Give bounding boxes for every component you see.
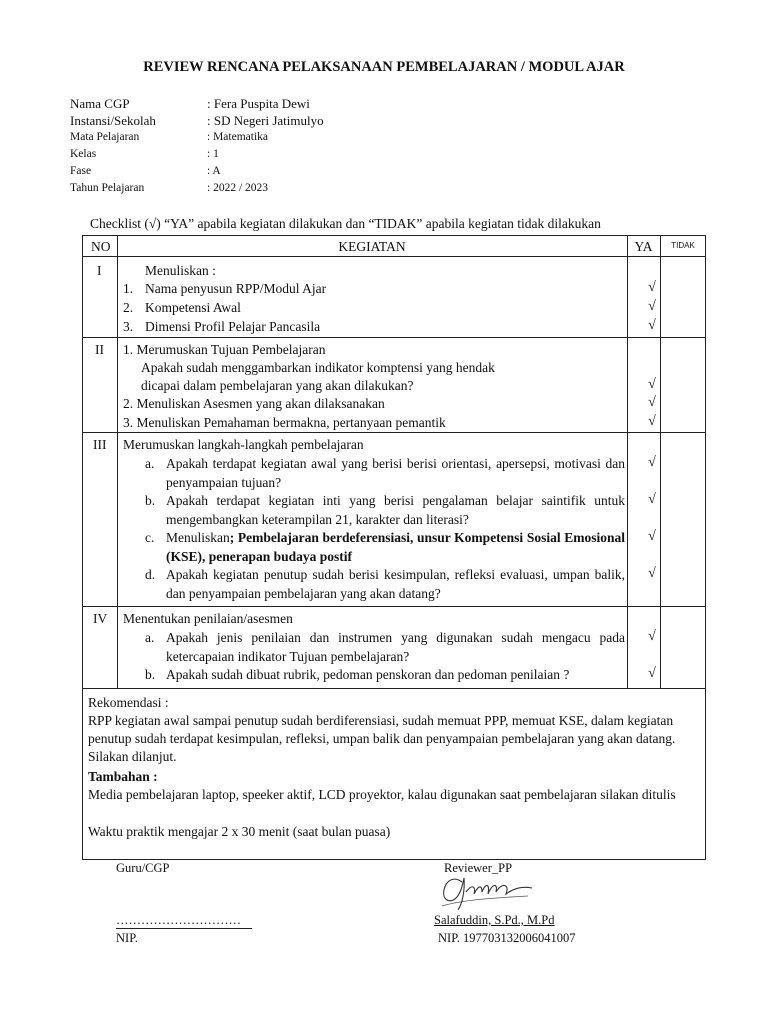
check-mark: √ xyxy=(648,280,656,295)
addition-label: Tambahan : xyxy=(88,769,158,784)
info-label: Instansi/Sekolah xyxy=(70,113,156,128)
info-value: : A xyxy=(207,165,221,177)
item-text: Nama penyusun RPP/Modul Ajar xyxy=(145,281,327,296)
item-text: Kompetensi Awal xyxy=(145,300,241,315)
item-marker: 3. xyxy=(123,319,134,334)
item-text: Apakah terdapat kegiatan inti yang berisi pengalaman belajar saintifik untuk mengembangkan keterampilan 21, karakter dan literasi? xyxy=(166,493,625,527)
info-value: : 2022 / 2023 xyxy=(207,182,269,194)
header-kegiatan: KEGIATAN xyxy=(338,239,406,254)
row-divider xyxy=(83,337,705,338)
item-text: Apakah sudah dibuat rubrik, pedoman penskoran dan pedoman penilaian ? xyxy=(166,667,570,682)
row-divider xyxy=(83,688,705,689)
check-mark: √ xyxy=(648,299,656,314)
check-mark: √ xyxy=(648,666,656,681)
item-text: Apakah sudah menggambarkan indikator komptensi yang hendak xyxy=(141,360,495,375)
item-marker: c. xyxy=(145,530,155,545)
check-mark: √ xyxy=(648,395,656,410)
handwritten-signature xyxy=(432,870,542,914)
item-marker: b. xyxy=(145,667,156,682)
item-text: Apakah kegiatan penutup sudah berisi kesimpulan, refleksi evaluasi, umpan balik, dan penyampaian pembelajaran yang akan datang? xyxy=(166,567,625,601)
signature-left-blank: ………………………… xyxy=(116,913,252,929)
recommendation-text: RPP kegiatan awal sampai penutup sudah berdiferensiasi, sudah memuat PPP, memuat KSE, dalam kegiatan penutup sudah terdapat kesimpulan, refleksi, umpan balik dan penyampaian pembelajaran yang akan datang. Silakan dilanjut. xyxy=(88,713,676,764)
review-table xyxy=(82,235,706,860)
item-text: Dimensi Profil Pelajar Pancasila xyxy=(145,319,321,334)
col-divider xyxy=(117,236,118,688)
item-marker: b. xyxy=(145,493,156,508)
item-marker: a. xyxy=(145,456,155,471)
section-number: II xyxy=(95,342,104,357)
row-divider xyxy=(83,256,705,257)
document-title: REVIEW RENCANA PELAKSANAAN PEMBELAJARAN / MODUL AJAR xyxy=(143,59,625,75)
header-ya: YA xyxy=(634,239,653,254)
item-marker: 1. xyxy=(123,281,134,296)
signature-left-nip: NIP. xyxy=(116,931,138,945)
signature-left-title: Guru/CGP xyxy=(116,861,170,875)
section-heading: Merumuskan langkah-langkah pembelajaran xyxy=(123,437,364,452)
check-mark: √ xyxy=(648,455,656,470)
section-number: IV xyxy=(93,611,108,626)
item-text: dicapai dalam pembelajaran yang akan dilakukan? xyxy=(141,378,414,393)
item-marker: 2. xyxy=(123,300,134,315)
reviewer-nip: NIP. 197703132006041007 xyxy=(438,931,576,945)
section-number: I xyxy=(97,263,102,278)
item-text xyxy=(166,529,625,566)
info-label: Mata Pelajaran xyxy=(70,131,140,143)
check-mark: √ xyxy=(648,566,656,581)
info-label: Tahun Pelajaran xyxy=(70,182,145,194)
checklist-instruction: Checklist (√) “YA” apabila kegiatan dilakukan dan “TIDAK” apabila kegiatan tidak dilakukan xyxy=(90,216,601,231)
row-divider xyxy=(83,606,705,607)
check-mark: √ xyxy=(648,629,656,644)
item-text: 2. Menuliskan Asesmen yang akan dilaksanakan xyxy=(123,396,385,411)
item-text: Apakah terdapat kegiatan awal yang berisi berisi orientasi, apersepsi, motivasi dan penyampaian tujuan? xyxy=(166,456,625,490)
info-label: Nama CGP xyxy=(70,96,130,111)
check-mark: √ xyxy=(648,318,656,333)
row-divider xyxy=(83,432,705,433)
info-label: Fase xyxy=(70,165,92,177)
section-heading: Menuliskan : xyxy=(145,263,216,278)
signature-right-title: Reviewer_PP xyxy=(444,861,513,875)
header-no: NO xyxy=(91,239,111,254)
item-text: 3. Menuliskan Pemahaman bermakna, pertanyaan pemantik xyxy=(123,415,446,430)
info-value: : 1 xyxy=(207,148,219,160)
info-value: : Matematika xyxy=(207,131,268,143)
item-marker: a. xyxy=(145,630,155,645)
header-tidak: TIDAK xyxy=(671,241,695,250)
check-mark: √ xyxy=(648,529,656,544)
item-text: Apakah jenis penilaian dan instrumen yang digunakan sudah mengacu pada ketercapaian indikator Tujuan pembelajaran? xyxy=(166,630,625,664)
reviewer-name: Salafuddin, S.Pd., M.Pd xyxy=(434,913,555,927)
info-value: : SD Negeri Jatimulyo xyxy=(207,113,324,128)
section-heading: Menentukan penilaian/asesmen xyxy=(123,611,293,626)
duration-text: Waktu praktik mengajar 2 x 30 menit (saat bulan puasa) xyxy=(88,824,391,839)
info-value: : Fera Puspita Dewi xyxy=(207,96,310,111)
info-label: Kelas xyxy=(70,148,97,160)
addition-text: Media pembelajaran laptop, speeker aktif, LCD proyektor, kalau digunakan saat pembelajaran silakan ditulis xyxy=(88,787,676,802)
recommendation-label: Rekomendasi : xyxy=(88,695,169,710)
item-marker: d. xyxy=(145,567,156,582)
check-mark: √ xyxy=(648,414,656,429)
item-text-bold: ; Pembelajaran berdeferensiasi, unsur Kompetensi Sosial Emosional (KSE), penerapan budaya postif xyxy=(166,530,625,564)
check-mark: √ xyxy=(648,377,656,392)
check-mark: √ xyxy=(648,492,656,507)
item-text: 1. Merumuskan Tujuan Pembelajaran xyxy=(123,342,326,357)
section-number: III xyxy=(93,437,107,452)
col-divider xyxy=(627,236,628,688)
item-text-lead: Menuliskan xyxy=(166,530,230,545)
